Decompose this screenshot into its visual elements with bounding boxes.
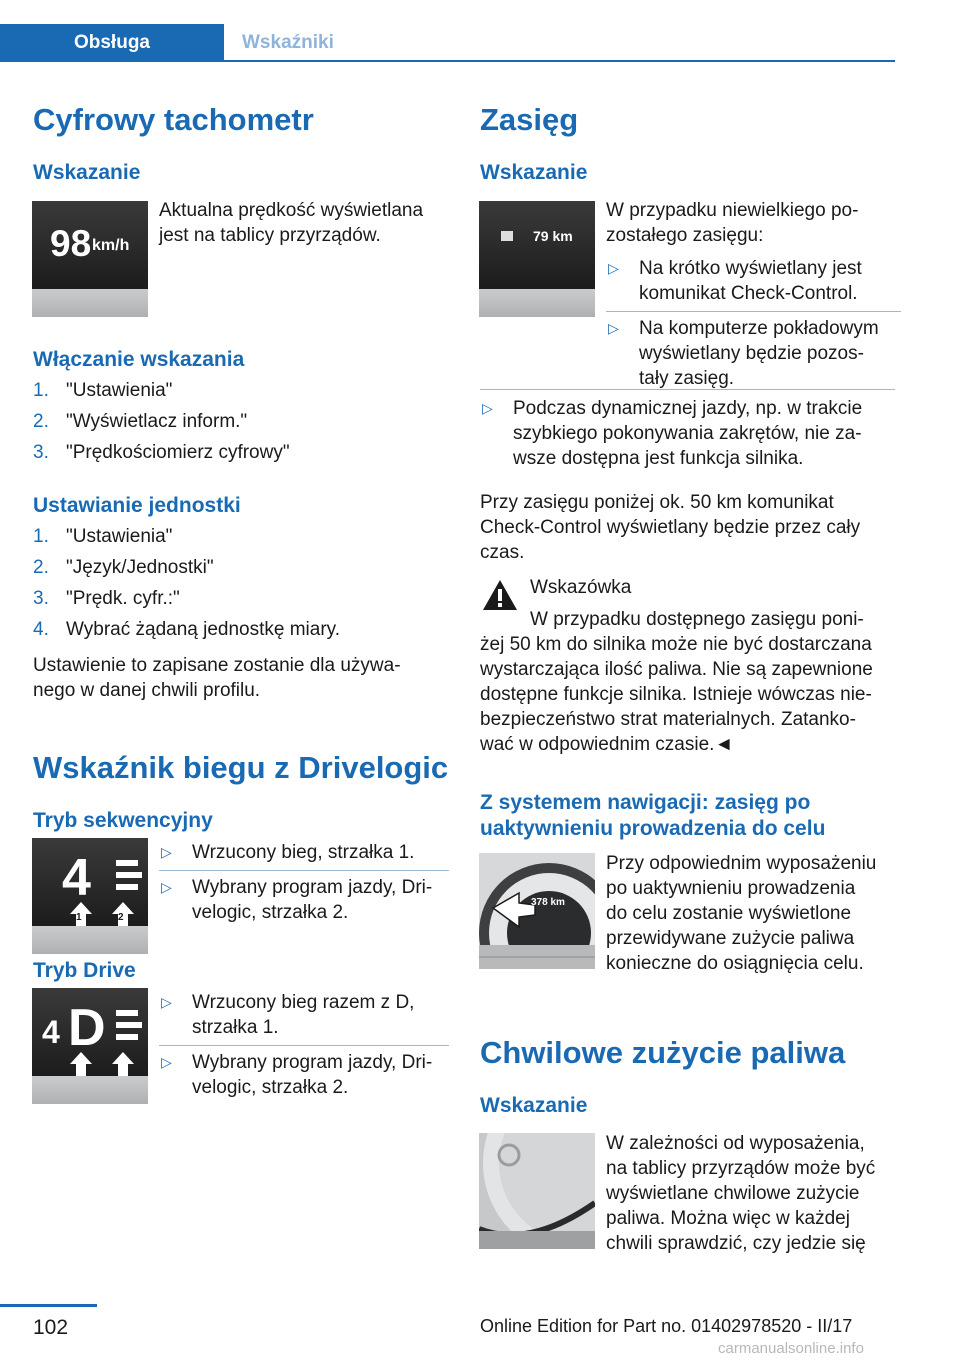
triangle-bullet-icon: ▷ [161, 1054, 172, 1070]
list-item: ▷ Wrzucony bieg, strzałka 1. [159, 840, 449, 865]
footer-rule [0, 1304, 97, 1307]
list-item: ▷ Wybrany program jazdy, Dri‐ velogic, strzałka 2. [161, 877, 433, 923]
zasieg-paragraph: Przy zasięgu poniżej ok. 50 km komunikat Check-Control wyświetlany będzie przez cały czas. [480, 492, 861, 563]
list-item: 1. "Ustawienia" [33, 526, 173, 547]
range-display-image [479, 201, 595, 317]
list-item: ▷ Na komputerze pokładowym wyświetlany będzie pozos‐ tały zasięg. [608, 318, 879, 389]
section-title-wlaczanie: Włączanie wskazania [33, 348, 245, 371]
list-item: 3. "Prędk. cyfr.:" [33, 588, 180, 609]
warning-title: Wskazówka [530, 577, 632, 598]
drive-list [159, 990, 449, 1110]
subtitle-tryb-drive: Tryb Drive [33, 959, 136, 982]
subtitle-wskazanie: Wskazanie [480, 161, 588, 184]
navigation-gauge-image [479, 853, 595, 969]
section-title-tachometr: Cyfrowy tachometr [33, 102, 314, 137]
subtitle-tryb-sekwencyjny: Tryb sekwencyjny [33, 809, 213, 832]
list-item: ▷ Podczas dynamicznej jazdy, np. w trakcie szybkiego pokonywania zakrętów, nie za‐ wsze dostępna jest funkcja silnika. [482, 398, 863, 469]
list-item: 4. Wybrać żądaną jednostkę miary. [33, 619, 341, 640]
triangle-bullet-icon: ▷ [608, 320, 619, 336]
section-title-zasieg: Zasięg [480, 102, 579, 137]
gear-value: 4 [62, 849, 91, 907]
sekwencyjny-list [159, 840, 449, 935]
gear-small-value: 4 [42, 1014, 60, 1050]
list-item: 1. "Ustawienia" [33, 380, 173, 401]
page-number: 102 [33, 1316, 69, 1339]
fuel-consumption-image [479, 1133, 595, 1249]
program-icon [116, 1010, 138, 1016]
speed-unit: km/h [92, 237, 130, 254]
navigation-range-value: 378 km [531, 897, 565, 908]
header-rule [0, 60, 895, 62]
warning-text: W przypadku dostępnego zasięgu poni‐ żej 50 km do silnika może nie być dostarczana wystarczająca ilość paliwa. Nie są zapewnione dostępne funkcje silnika. Istnieje wówczas nie‐ bezpieczeństwo strat materialnych. Zatanko‐ wać w odpowiednim czasie.◄ [480, 609, 873, 755]
gear-drive-image [32, 988, 148, 1104]
tachometr-text: Aktualna prędkość wyświetlana jest na tablicy przyrządów. [159, 200, 424, 246]
edition-text: Online Edition for Part no. 01402978520 - II/17 [480, 1316, 853, 1336]
section-title-nawigacja: Z systemem nawigacji: zasięg po uaktywnieniu prowadzenia do celu [480, 791, 826, 840]
watermark: carmanualsonline.info [718, 1340, 864, 1357]
fuel-pump-icon [501, 231, 513, 241]
zasieg-list [606, 256, 901, 401]
gear-sequential-image: 4 1 2 [32, 838, 148, 954]
triangle-bullet-icon: ▷ [482, 400, 493, 416]
list-item: ▷ Wrzucony bieg razem z D, strzałka 1. [159, 990, 449, 1040]
program-icon [116, 860, 138, 866]
tab-wskazniki[interactable] [242, 24, 334, 62]
arrow-1-icon [70, 1052, 92, 1064]
list-item: 2. "Język/Jednostki" [33, 557, 214, 578]
speed-value: 98 [50, 223, 92, 264]
triangle-bullet-icon: ▷ [161, 844, 172, 860]
range-value: 79 km [533, 228, 573, 244]
list-item: 3. "Prędkościomierz cyfrowy" [33, 442, 290, 463]
tab-label: Obsługa [73, 32, 150, 53]
arrow-2-icon [112, 1052, 134, 1064]
jednostki-note: Ustawienie to zapisane zostanie dla używa‐ nego w danej chwili profilu. [33, 655, 401, 701]
divider [480, 389, 895, 390]
speed-display-image [32, 201, 148, 317]
triangle-bullet-icon: ▷ [161, 994, 172, 1010]
wlaczanie-steps [33, 378, 443, 471]
zasieg-intro: W przypadku niewielkiego po‐ zostałego zasięgu: [606, 200, 859, 246]
triangle-bullet-icon: ▷ [608, 260, 619, 276]
gear-d-value: D [68, 999, 106, 1057]
subtitle-wskazanie: Wskazanie [480, 1094, 588, 1117]
triangle-bullet-icon: ▷ [161, 879, 172, 895]
tab-obsluga[interactable] [0, 24, 224, 62]
section-title-zuzycie: Chwilowe zużycie paliwa [480, 1035, 846, 1070]
list-item: ▷ Wybrany program jazdy, Dri‐ velogic, strzałka 2. [161, 1052, 433, 1098]
list-item: ▷ Na krótko wyświetlany jest komunikat Check-Control. [606, 256, 901, 306]
subtitle-wskazanie: Wskazanie [33, 161, 141, 184]
jednostki-steps [33, 524, 443, 648]
section-title-drivelogic: Wskaźnik biegu z Drivelogic [33, 750, 449, 785]
list-item: 2. "Wyświetlacz inform." [33, 411, 248, 432]
zuzycie-text: W zależności od wyposażenia, na tablicy przyrządów może być wyświetlane chwilowe zużycie paliwa. Można więc w każdej chwili sprawdzić, czy jedzie się [606, 1133, 876, 1254]
zasieg-wide-list [480, 396, 900, 481]
tab-label: Wskaźniki [242, 32, 334, 53]
section-title-jednostki: Ustawianie jednostki [33, 494, 241, 517]
nawigacja-text: Przy odpowiednim wyposażeniu po uaktywnieniu prowadzenia do celu zostanie wyświetlone przewidywane zużycie paliwa konieczne do osiągnięcia celu. [606, 853, 877, 974]
